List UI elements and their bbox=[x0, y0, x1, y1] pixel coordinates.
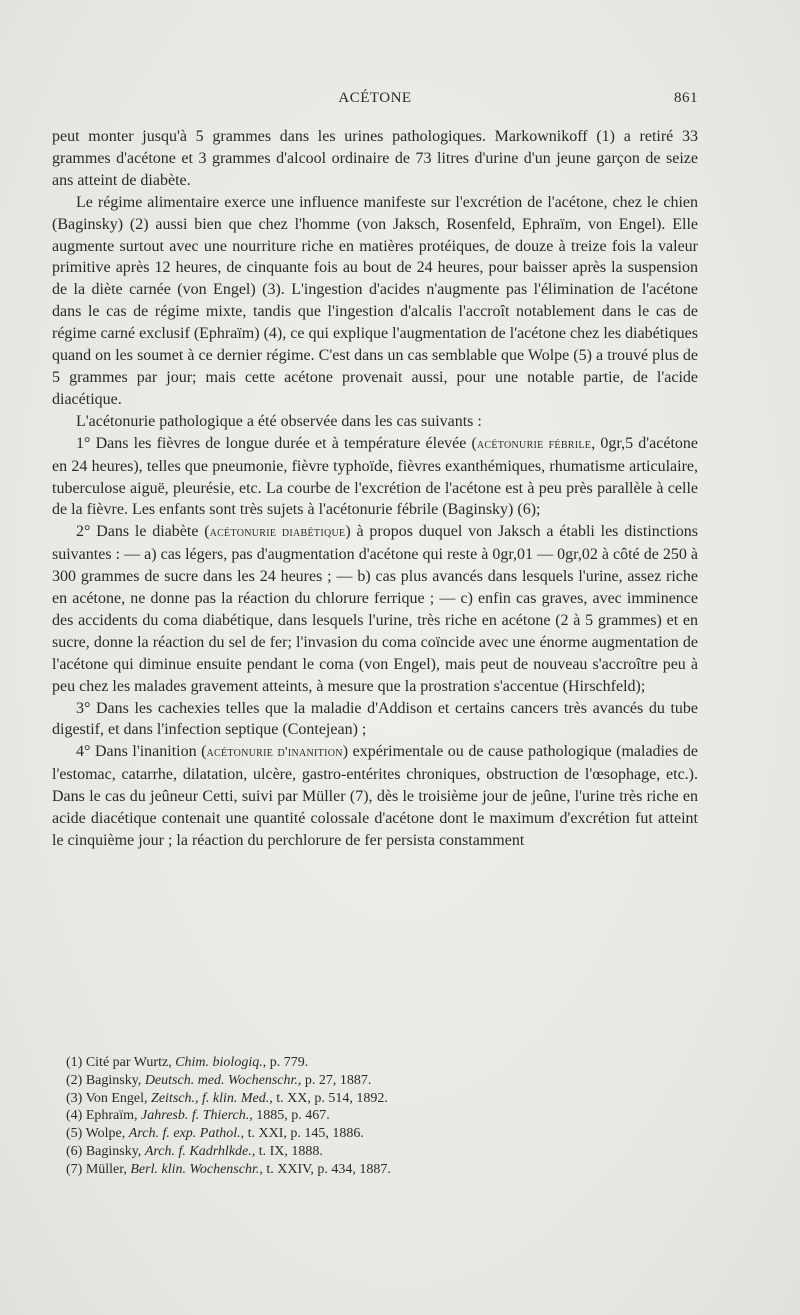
page-number: 861 bbox=[674, 90, 698, 106]
term-small-caps: acétonurie d'inanition bbox=[206, 745, 343, 761]
footnote-source: Berl. klin. Wochenschr. bbox=[130, 1161, 260, 1177]
footnote-author: Cité par Wurtz, bbox=[85, 1055, 176, 1070]
footnote-ref: , 1885, p. 467. bbox=[249, 1108, 330, 1124]
footnote-number: (2) bbox=[66, 1072, 83, 1088]
footnote bbox=[66, 1054, 686, 1072]
footnote bbox=[66, 1072, 686, 1090]
paragraph: L'acétonurie pathologique a été observée dans les cas suivants : bbox=[76, 412, 482, 430]
term-small-caps: acétonurie diabétique bbox=[209, 525, 346, 541]
body-text bbox=[52, 126, 698, 852]
footnote-source: Deutsch. med. Wochenschr. bbox=[144, 1072, 298, 1088]
paragraph: peut monter jusqu'à 5 grammes dans les urines pathologiques. Markownikoff (1) a retiré 33 grammes d'acétone et 3 grammes d'alcool ordinaire de 73 litres d'urine d'un jeune garçon de seize ans atteint de diabète. bbox=[52, 128, 698, 189]
footnote-number: (6) bbox=[66, 1143, 83, 1159]
footnote-source: Arch. f. exp. Pathol. bbox=[128, 1126, 241, 1142]
footnote-ref: , t. XXI, p. 145, 1886. bbox=[240, 1126, 364, 1142]
running-header bbox=[52, 90, 698, 114]
paragraph-text: 2° Dans le diabète ( bbox=[76, 523, 210, 541]
paragraph bbox=[52, 433, 698, 522]
paragraph-text: 1° Dans les fièvres de longue durée et à température élevée ( bbox=[76, 434, 477, 452]
footnote-author: Wolpe, bbox=[85, 1126, 129, 1142]
paragraph: 3° Dans les cachexies telles que la maladie d'Addison et certains cancers très avancés du tube digestif, et dans l'infection septique (Contejean) ; bbox=[52, 699, 698, 739]
footnote-number: (1) bbox=[66, 1055, 83, 1070]
paragraph: Le régime alimentaire exerce une influence manifeste sur l'excrétion de l'acétone, chez le chien (Baginsky) (2) aussi bien que chez l'homme (von Jaksch, Rosenfeld, Ephraïm, von Engel). Elle augmente surtout avec une nourriture riche en matières protéiques, de douze à treize fois la valeur primitive après 12 heures, de cinquante fois au bout de 24 heures, pour baisser après la suspension de la diète carnée (von Engel) (3). L'ingestion d'acides n'augmente pas l'élimination de l'acétone dans le cas de régime mixte, tandis que l'ingestion d'alcalis l'accroît notablement dans le cas de régime carné exclusif (Ephraïm) (4), ce qui explique l'augmentation de l'acétone chez les diabétiques quand on les soumet à ce dernier régime. C'est dans un cas semblable que Wolpe (5) a trouvé plus de 5 grammes par jour; mais cette acétone provenait aussi, pour une notable partie, de l'acide diacétique. bbox=[52, 193, 698, 408]
footnote-number: (7) bbox=[66, 1161, 83, 1177]
paragraph bbox=[52, 741, 698, 852]
footnote-author: Von Engel, bbox=[85, 1090, 152, 1106]
footnote bbox=[66, 1161, 686, 1179]
footnote-source: Jahresb. f. Thierch. bbox=[141, 1108, 250, 1124]
footnote bbox=[66, 1090, 686, 1108]
footnote-author: Ephraïm, bbox=[85, 1108, 142, 1124]
footnote-author: Müller, bbox=[85, 1161, 131, 1177]
footnote-source: Chim. biologiq. bbox=[175, 1055, 263, 1070]
footnote bbox=[66, 1143, 686, 1161]
running-title: ACÉTONE bbox=[338, 90, 412, 106]
footnote-number: (4) bbox=[66, 1108, 83, 1124]
footnote-number: (5) bbox=[66, 1126, 83, 1142]
paragraph-text: , 0gr,5 d'acétone en 24 heures), telles que pneumonie, fièvre typhoïde, fièvres exanthémiques, rhumatisme articulaire, tuberculose aiguë, pleurésie, etc. La courbe de l'excrétion de l'acétone est à peu près parallèle à celle de la fièvre. Les enfants sont très sujets à l'acétonurie fébrile (Baginsky) (6); bbox=[52, 434, 698, 519]
footnote-ref: , p. 27, 1887. bbox=[297, 1072, 372, 1088]
paragraph-text: ) expérimentale ou de cause pathologique (maladies de l'estomac, catarrhe, dilatation, ulcère, gastro-entérites chroniques, obstruction de l'œsophage, etc.). Dans le cas du jeûneur Cetti, suivi par Müller (7), dès le troisième jour de jeûne, l'urine très riche en acide diacétique contenait une quantité colossale d'acétone dont le maximum d'excrétion fut atteint le cinquième jour ; la réaction du perchlorure de fer persista constamment bbox=[52, 743, 698, 849]
footnotes bbox=[66, 1054, 686, 1179]
footnote-author: Baginsky, bbox=[85, 1072, 145, 1088]
footnote bbox=[66, 1125, 686, 1143]
footnote-source: Arch. f. Kadrhlkde. bbox=[144, 1143, 252, 1159]
paragraph-text: ) à propos duquel von Jaksch a établi les distinctions suivantes : — a) cas légers, pas d'augmentation d'acétone qui reste à 0gr,01 — 0gr,02 à côté de 250 à 300 grammes de sucre dans les 24 heures ; — b) cas plus avancés dans lesquels l'urine, assez riche en acétone, ne donne pas la réaction du chlorure ferrique ; — c) enfin cas graves, avec imminence des accidents du coma diabétique, dans lesquels l'urine, très riche en acétone (2 à 5 grammes) et en sucre, donne la réaction du sel de fer; l'invasion du coma coïncide avec une énorme augmentation de l'acétone qui diminue ensuite pendant le coma (von Engel), mais peut de nouveau s'accroître peu à peu chez les malades gravement atteints, à mesure que la prostration s'accentue (Hirschfeld); bbox=[52, 523, 698, 695]
footnote bbox=[66, 1107, 686, 1125]
term-small-caps: acétonurie fébrile bbox=[476, 436, 592, 452]
footnote-ref: , t. XX, p. 514, 1892. bbox=[269, 1090, 388, 1106]
footnote-number: (3) bbox=[66, 1090, 83, 1106]
paragraph-text: 4° Dans l'inanition ( bbox=[76, 743, 207, 761]
footnote-ref: , t. IX, 1888. bbox=[251, 1143, 323, 1159]
footnote-ref: , t. XXIV, p. 434, 1887. bbox=[259, 1161, 391, 1177]
footnote-source: Zeitsch., f. klin. Med. bbox=[151, 1090, 270, 1106]
paragraph bbox=[52, 521, 698, 697]
footnote-ref: , p. 779. bbox=[262, 1055, 309, 1070]
footnote-author: Baginsky, bbox=[85, 1143, 145, 1159]
